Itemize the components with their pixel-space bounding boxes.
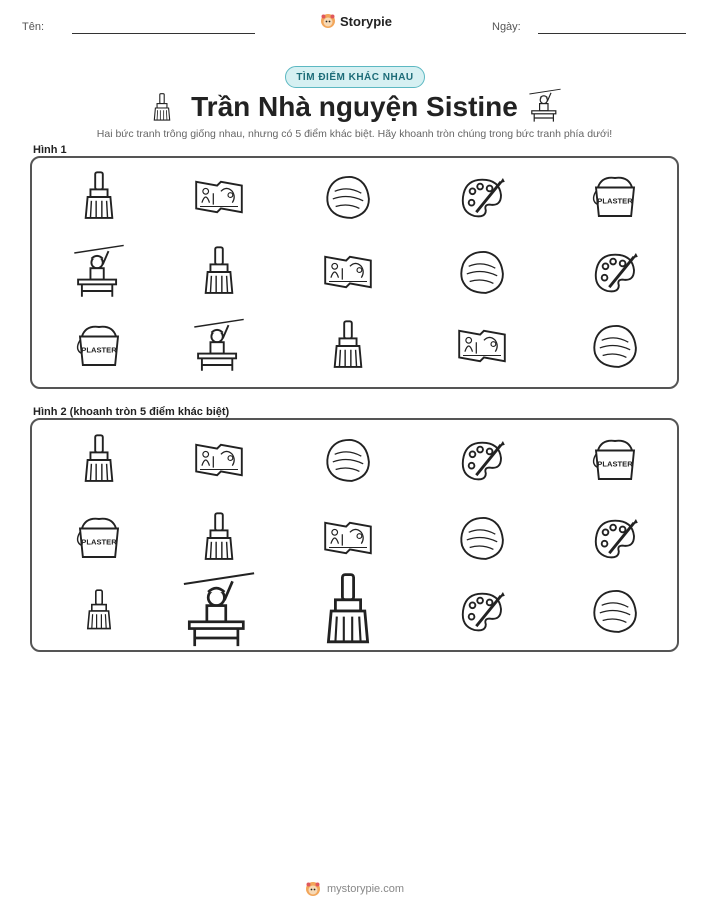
picture-2-label: Hình 2 (khoanh tròn 5 điểm khác biệt): [33, 406, 230, 418]
palette-icon[interactable]: [454, 583, 510, 639]
painter-icon: [191, 318, 247, 374]
fresco-icon[interactable]: [320, 510, 376, 566]
name-line[interactable]: [72, 33, 255, 34]
plaster-bucket-icon[interactable]: [71, 510, 127, 566]
picture-1-label: Hình 1: [33, 144, 67, 156]
plaster-lump-icon: [587, 318, 643, 374]
activity-badge: TÌM ĐIỂM KHÁC NHAU: [285, 66, 425, 88]
painter-icon[interactable]: [191, 583, 247, 639]
brush-icon[interactable]: [191, 510, 247, 566]
date-label: Ngày:: [492, 21, 521, 33]
plaster-lump-icon: [454, 244, 510, 300]
brush-icon: [191, 244, 247, 300]
svg-text:PLASTER: PLASTER: [81, 537, 117, 547]
svg-text:PLASTER: PLASTER: [597, 459, 633, 469]
title-painter-icon: [528, 88, 562, 129]
palette-icon[interactable]: [454, 432, 510, 488]
svg-text:PLASTER: PLASTER: [81, 345, 117, 355]
brush-icon: [71, 169, 127, 225]
fresco-icon: [320, 244, 376, 300]
storypie-logo-icon: [305, 881, 321, 897]
palette-icon: [587, 244, 643, 300]
date-line[interactable]: [538, 33, 686, 34]
storypie-logo-icon: [320, 13, 336, 29]
brush-icon[interactable]: [320, 583, 376, 639]
instructions: Hai bức tranh trông giống nhau, nhưng có 5 điểm khác biệt. Hãy khoanh tròn chúng trong bức tranh phía dưới!: [96, 128, 613, 140]
brush-icon[interactable]: [71, 583, 127, 639]
brush-icon: [320, 318, 376, 374]
footer-url[interactable]: mystorypie.com: [326, 883, 405, 895]
plaster-bucket-icon: [587, 169, 643, 225]
name-label: Tên:: [22, 21, 45, 33]
plaster-lump-icon[interactable]: [587, 583, 643, 639]
plaster-lump-icon: [320, 169, 376, 225]
plaster-bucket-icon[interactable]: [587, 432, 643, 488]
palette-icon: [454, 169, 510, 225]
svg-text:PLASTER: PLASTER: [597, 196, 633, 206]
footer: [0, 881, 709, 897]
fresco-icon: [454, 318, 510, 374]
page-title: Trần Nhà nguyện Sistine: [191, 91, 518, 122]
fresco-icon: [191, 169, 247, 225]
fresco-icon[interactable]: [191, 432, 247, 488]
plaster-bucket-icon: [71, 318, 127, 374]
plaster-lump-icon[interactable]: [454, 510, 510, 566]
brush-icon[interactable]: [71, 432, 127, 488]
brand-logo: [320, 13, 392, 29]
plaster-lump-icon[interactable]: [320, 432, 376, 488]
brand-name: Storypie: [340, 13, 393, 29]
painter-icon: [71, 244, 127, 300]
palette-icon[interactable]: [587, 510, 643, 566]
